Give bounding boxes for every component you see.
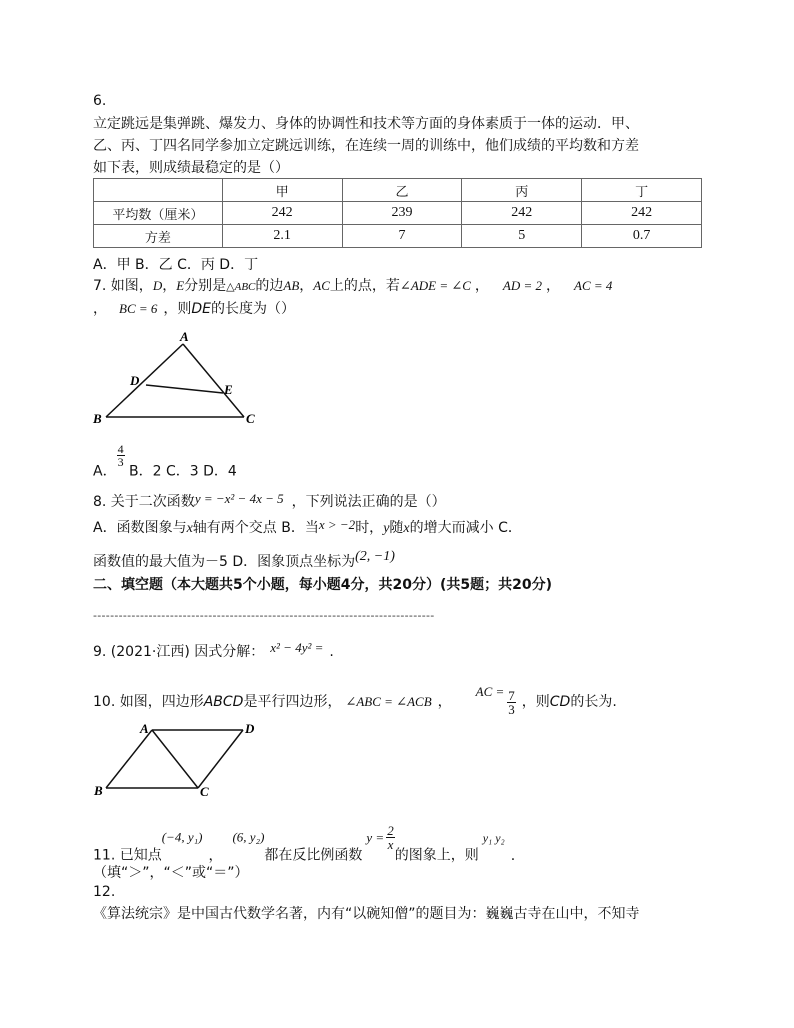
label-b: B — [93, 411, 102, 426]
q12-text-line1: 《算法统宗》是中国古代数学名著，内有“以碗知僧”的题目为：巍巍古寺在山中，不知寺 — [93, 906, 640, 922]
q7-condition: BC = 6 — [119, 301, 158, 316]
q8-text-line3 — [93, 549, 395, 571]
table-cell: 5 — [462, 225, 582, 248]
q8-var-y: y — [383, 521, 390, 536]
q7-text: 的长度为（） — [211, 301, 296, 317]
q12-number: 12. — [93, 884, 116, 900]
table-cell: 0.7 — [582, 225, 702, 248]
q10-text — [93, 684, 617, 716]
table-row-label: 平均数（厘米） — [94, 202, 223, 225]
q7-text: ， — [546, 278, 561, 294]
q7-text-line1 — [93, 275, 612, 295]
q8-text: ，下列说法正确的是（） — [291, 494, 446, 510]
q7-triangle-figure — [90, 330, 270, 430]
divider: -------------------------------------------------------------------------------- — [93, 609, 435, 622]
q10-text: ，则 — [521, 694, 550, 710]
q10-text: 10. 如图，四边形 — [93, 694, 204, 710]
q7-text: 分别是 — [184, 278, 227, 294]
table-header-cell — [94, 179, 223, 202]
q7-point-d: D — [152, 278, 163, 293]
label-c: C — [246, 411, 255, 426]
q10-parallelogram-figure — [90, 718, 270, 802]
table-header-cell: 丁 — [582, 179, 702, 202]
q7-text: ， — [162, 278, 177, 294]
label-d: D — [130, 373, 140, 388]
q7-fraction — [117, 443, 125, 468]
q11-point-2: (6, y₂) — [232, 829, 265, 845]
section-title: 二、填空题（本大题共5个小题，每小题4分，共20分）(共5题；共20分) — [93, 577, 552, 593]
q8-vertex: (2, −1) — [355, 549, 395, 564]
label-e: E — [224, 382, 233, 397]
q7-text: ，则 — [163, 301, 192, 317]
q10-text: 的长为. — [570, 694, 617, 710]
q6-text-line1: 立定跳远是集弹跳、爆发力、身体的协调性和技术等方面的身体素质于一体的运动．甲、 — [93, 116, 639, 132]
q6-options: A．甲 B．乙 C．丙 D．丁 — [93, 257, 259, 273]
q11-text: . — [510, 847, 516, 864]
table-row — [94, 202, 702, 225]
table-cell: 242 — [582, 202, 702, 225]
q7-text: ， — [474, 278, 489, 294]
q7-text: 7. 如图， — [93, 278, 153, 294]
q11-text: 的图象上，则 — [394, 847, 479, 864]
q10-condition: ∠ABC = ∠ACB — [345, 694, 432, 709]
q7-condition: ∠ADE = ∠C — [399, 278, 471, 293]
table-row — [94, 225, 702, 248]
table-cell: 242 — [222, 202, 342, 225]
edge-de — [146, 385, 223, 393]
q7-text: 的边 — [255, 278, 284, 294]
q7-side-ac: AC — [313, 278, 330, 293]
q8-text: 函数值的最大值为－5 D．图象顶点坐标为 — [93, 554, 356, 570]
q11-text: ， — [208, 847, 223, 864]
q8-text: 轴有两个交点 B．当 — [192, 520, 319, 536]
q11-text: 11. 已知点 — [93, 847, 162, 864]
q11-text-line1 — [93, 824, 515, 865]
table-cell: 2.1 — [222, 225, 342, 248]
table-header-cell: 甲 — [222, 179, 342, 202]
q7-options — [93, 443, 237, 479]
q11-text-line2: （填“＞”，“＜”或“＝”） — [93, 865, 249, 881]
q7-condition: AD = 2 — [502, 278, 543, 293]
table-cell: 242 — [462, 202, 582, 225]
q7-option-rest: B．2 C．3 D．4 — [124, 463, 237, 480]
q10-segment-cd: CD — [549, 694, 571, 710]
score-table — [93, 178, 702, 248]
label-b: B — [94, 783, 103, 798]
table-cell: 7 — [342, 225, 462, 248]
q7-condition: AC = 4 — [574, 278, 613, 293]
table-cell: 239 — [342, 202, 462, 225]
q10-text: 是平行四边形， — [243, 694, 342, 710]
q6-number: 6. — [93, 93, 107, 109]
q9-text: . — [329, 644, 334, 660]
q8-var-x: x — [403, 521, 410, 536]
q10-fraction — [507, 689, 516, 716]
label-a: A — [140, 721, 149, 736]
table-header-cell: 乙 — [342, 179, 462, 202]
diagonal-ac — [152, 730, 198, 788]
q10-ac: AC = — [475, 684, 505, 699]
edge-ab — [106, 730, 152, 788]
table-row-label: 方差 — [94, 225, 223, 248]
q8-var-x: x — [186, 521, 193, 536]
q11-y-eq: y = — [366, 829, 385, 845]
label-d: D — [245, 721, 255, 736]
q8-text: 的增大而减小 C． — [409, 520, 522, 536]
q8-text-line1 — [93, 491, 446, 511]
q7-point-e: E — [176, 278, 185, 293]
fraction-numerator: 4 — [117, 442, 124, 456]
edge-cd — [198, 730, 243, 788]
q7-segment-de: DE — [191, 301, 212, 317]
q7-side-ab: AB — [283, 278, 300, 293]
q6-text-line2: 乙、丙、丁四名同学参加立定跳远训练，在连续一周的训练中，他们成绩的平均数和方差 — [93, 138, 639, 154]
q6-text-line3: 如下表，则成绩最稳定的是（） — [93, 160, 289, 176]
edge-ab — [106, 344, 183, 417]
table-header-cell: 丙 — [462, 179, 582, 202]
q7-option-a: A． — [93, 463, 117, 480]
fraction-numerator: 2 — [387, 823, 394, 838]
q8-text: 8. 关于二次函数 — [93, 494, 195, 510]
q11-text: 都在反比例函数 — [264, 847, 363, 864]
q7-text: 上的点，若 — [329, 278, 400, 294]
q9-expression: x² − 4y² = — [270, 640, 324, 655]
q8-condition: x > −2 — [318, 517, 356, 532]
q8-text: A．函数图象与 — [93, 520, 187, 536]
fraction-denominator: x — [387, 837, 394, 852]
q10-text: ， — [437, 694, 452, 710]
q7-text: ， — [93, 301, 107, 317]
edge-ac — [183, 344, 244, 417]
q8-function: y = −x² − 4x − 5 — [194, 491, 284, 506]
label-a: A — [180, 330, 189, 344]
fraction-denominator: 3 — [117, 455, 124, 469]
q11-fraction — [386, 824, 395, 851]
q11-point-1: (−4, y₁) — [161, 829, 203, 845]
q7-text: ， — [299, 278, 314, 294]
q10-quad: ABCD — [203, 694, 244, 710]
fraction-numerator: 7 — [508, 688, 515, 703]
q7-triangle: △ABC — [226, 281, 256, 293]
q8-text: 时， — [355, 520, 384, 536]
fraction-denominator: 3 — [508, 702, 515, 717]
table-header-row — [94, 179, 702, 202]
q8-text: 随 — [389, 520, 404, 536]
q11-y-compare: y₁ y₂ — [482, 830, 505, 845]
q8-text-line2 — [93, 517, 522, 537]
q9-text — [93, 640, 334, 661]
q7-text-line2 — [93, 298, 295, 318]
q9-text: 9. (2021·江西) 因式分解： — [93, 644, 265, 660]
label-c: C — [200, 784, 209, 799]
